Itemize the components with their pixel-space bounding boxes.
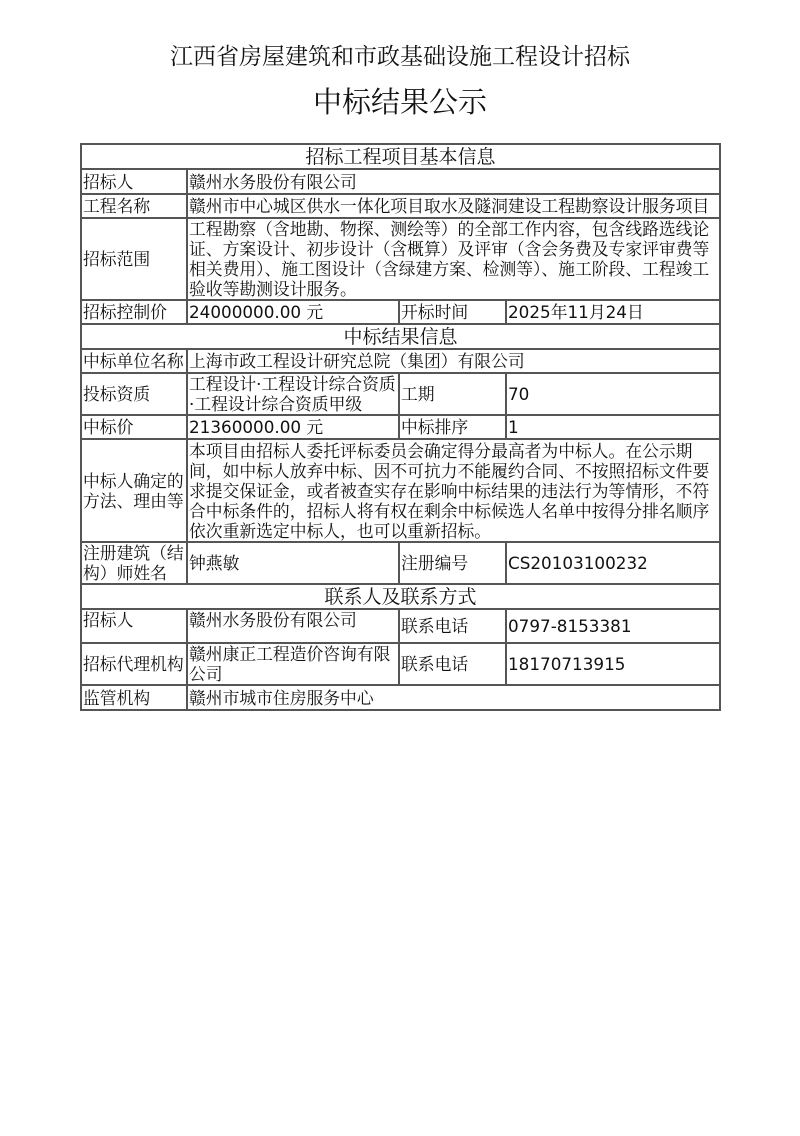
reg-no-value: CS20103100232: [506, 542, 720, 584]
qualification-label: 投标资质: [81, 373, 187, 415]
price-label: 中标价: [81, 415, 187, 439]
supervisor-value: 赣州市城市住房服务中心: [187, 685, 720, 710]
contact-tenderer-label: 招标人: [81, 609, 187, 643]
open-time-value: 2025年11月24日: [506, 300, 720, 324]
tenderer-value: 赣州水务股份有限公司: [187, 169, 720, 194]
project-value: 赣州市中心城区供水一体化项目取水及隧洞建设工程勘察设计服务项目: [187, 194, 720, 218]
phone2-value: 18170713915: [506, 643, 720, 685]
method-label: 中标人确定的方法、理由等: [81, 439, 187, 542]
method-value: 本项目由招标人委托评标委员会确定得分最高者为中标人。在公示期间，如中标人放弃中标、因不可抗力不能履约合同、不按照招标文件要求提交保证金，或者被查实存在影响中标结果的违法行为等情形，不符合中标条件的，招标人将有权在剩余中标候选人名单中按得分排名顺序依次重新选定中标人，也可以重新招标。: [187, 439, 720, 542]
price-value: 21360000.00 元: [187, 415, 399, 439]
engineer-value: 钟燕敏: [187, 542, 399, 584]
document-title: 江西省房屋建筑和市政基础设施工程设计招标: [170, 44, 630, 70]
rank-value: 1: [506, 415, 720, 439]
result-table: [80, 143, 721, 711]
contact-tenderer-value: 赣州水务股份有限公司: [187, 609, 399, 643]
agency-value: 赣州康正工程造价咨询有限公司: [187, 643, 399, 685]
period-value: 70: [506, 373, 720, 415]
open-time-label: 开标时间: [399, 300, 506, 324]
section-basic-header: 招标工程项目基本信息: [81, 144, 720, 169]
document-subtitle: 中标结果公示: [312, 85, 487, 119]
engineer-label: 注册建筑（结构）师姓名: [81, 542, 187, 584]
tenderer-label: 招标人: [81, 169, 187, 194]
winner-label: 中标单位名称: [81, 349, 187, 373]
reg-no-label: 注册编号: [399, 542, 506, 584]
scope-value: 工程勘察（含地勘、物探、测绘等）的全部工作内容，包含线路选线论证、方案设计、初步设计（含概算）及评审（含会务费及专家评审费等相关费用）、施工图设计（含绿建方案、检测等）、施工阶段、工程竣工验收等勘测设计服务。: [187, 218, 720, 300]
section-contact-header: 联系人及联系方式: [81, 584, 720, 609]
phone2-label: 联系电话: [399, 643, 506, 685]
qualification-value: 工程设计·工程设计综合资质·工程设计综合资质甲级: [187, 373, 399, 415]
control-price-label: 招标控制价: [81, 300, 187, 324]
section-result-header: 中标结果信息: [81, 324, 720, 349]
agency-label: 招标代理机构: [81, 643, 187, 685]
phone1-value: 0797-8153381: [506, 609, 720, 643]
scope-label: 招标范围: [81, 218, 187, 300]
rank-label: 中标排序: [399, 415, 506, 439]
winner-value: 上海市政工程设计研究总院（集团）有限公司: [187, 349, 720, 373]
phone1-label: 联系电话: [399, 609, 506, 643]
supervisor-label: 监管机构: [81, 685, 187, 710]
project-label: 工程名称: [81, 194, 187, 218]
period-label: 工期: [399, 373, 506, 415]
control-price-value: 24000000.00 元: [187, 300, 399, 324]
